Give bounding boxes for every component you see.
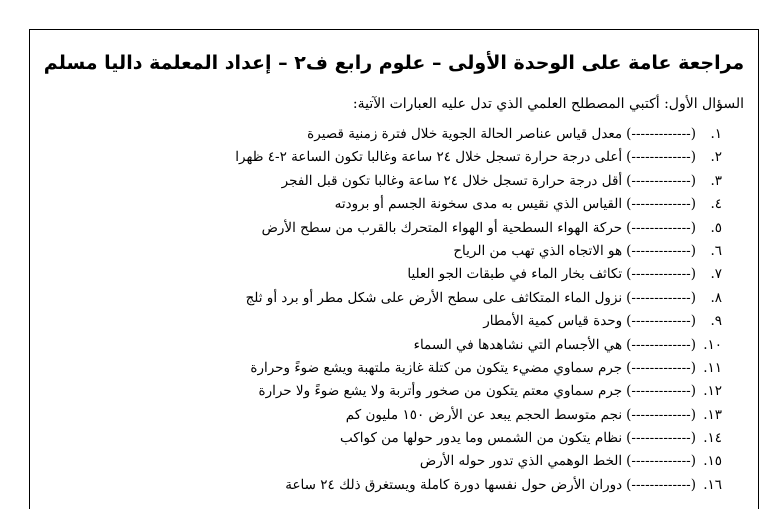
list-item [82,243,722,266]
answer-blank: (-------------) [626,476,696,493]
item-text: القياس الذي نقيس به مدى سخونة الجسم أو برودته [334,196,623,213]
terms-list [82,126,722,500]
item-text: حركة الهواء السطحية أو الهواء المتحرك بالقرب من سطح الأرض [261,219,623,236]
list-item [82,313,722,336]
item-text: جرم سماوي مضيء يتكون من كتلة غازية ملتهبة ويشع ضوءً وحرارة [250,359,623,376]
answer-blank: (-------------) [626,242,696,259]
list-item [82,430,722,453]
answer-blank: (-------------) [626,336,696,353]
item-number: ٤. [710,196,722,213]
answer-blank: (-------------) [626,172,696,189]
answer-blank: (-------------) [626,266,696,283]
item-number: ٨. [710,289,722,306]
answer-blank: (-------------) [626,406,696,423]
worksheet-title: مراجعة عامة على الوحدة الأولى – علوم رابع ف٢ – إعداد المعلمة داليا مسلم [43,52,745,74]
list-item [82,477,722,500]
item-number: ٥. [710,219,722,236]
item-text: نزول الماء المتكاثف على سطح الأرض على شكل مطر أو برد أو ثلج [245,289,623,306]
list-item [82,360,722,383]
item-number: ١٢. [703,383,722,400]
item-number: ١٤. [703,430,722,447]
item-number: ١. [710,126,722,142]
list-item [82,126,722,149]
answer-blank: (-------------) [626,430,696,447]
question-heading: السؤال الأول: أكتبي المصطلح العلمي الذي تدل عليه العبارات الآتية: [352,96,744,112]
item-text: جرم سماوي معتم يتكون من صخور وأتربة ولا يشع ضوءً ولا حرارة [258,383,623,400]
item-number: ١٠. [703,336,722,353]
list-item [82,220,722,243]
item-number: ٩. [710,313,722,330]
list-item [82,290,722,313]
item-text: نظام يتكون من الشمس وما يدور حولها من كواكب [340,430,623,447]
answer-blank: (-------------) [626,383,696,400]
answer-blank: (-------------) [626,126,696,142]
item-text: وحدة قياس كمية الأمطار [483,313,623,330]
item-text: نجم متوسط الحجم يبعد عن الأرض ١٥٠ مليون كم [345,406,623,423]
item-text: تكاثف بخار الماء في طبقات الجو العليا [407,266,623,283]
item-number: ٣. [710,172,722,189]
item-text: هي الأجسام التي نشاهدها في السماء [413,336,623,353]
list-item [82,383,722,406]
answer-blank: (-------------) [626,289,696,306]
list-item [82,407,722,430]
answer-blank: (-------------) [626,149,696,166]
list-item [82,266,722,289]
list-item [82,337,722,360]
answer-blank: (-------------) [626,359,696,376]
answer-blank: (-------------) [626,453,696,470]
item-number: ١٦. [703,476,722,493]
item-number: ٧. [710,266,722,283]
answer-blank: (-------------) [626,196,696,213]
item-number: ١١. [703,359,722,376]
item-number: ٢. [710,149,722,166]
item-text: معدل قياس عناصر الحالة الجوية خلال فترة زمنية قصيرة [307,126,623,142]
item-number: ١٣. [703,406,722,423]
worksheet-page [29,29,759,509]
list-item [82,196,722,219]
answer-blank: (-------------) [626,219,696,236]
item-text: الخط الوهمي الذي تدور حوله الأرض [419,453,623,470]
answer-blank: (-------------) [626,313,696,330]
list-item [82,149,722,172]
item-text: دوران الأرض حول نفسها دورة كاملة ويستغرق ذلك ٢٤ ساعة [285,476,623,493]
list-item [82,173,722,196]
item-text: أقل درجة حرارة تسجل خلال ٢٤ ساعة وغالبا تكون قبل الفجر [281,172,623,189]
item-number: ٦. [710,242,722,259]
item-text: هو الاتجاه الذي تهب من الرياح [453,242,623,259]
item-number: ١٥. [703,453,722,470]
list-item [82,453,722,476]
item-text: أعلى درجة حرارة تسجل خلال ٢٤ ساعة وغالبا تكون الساعة ٢-٤ ظهرا [235,149,623,166]
